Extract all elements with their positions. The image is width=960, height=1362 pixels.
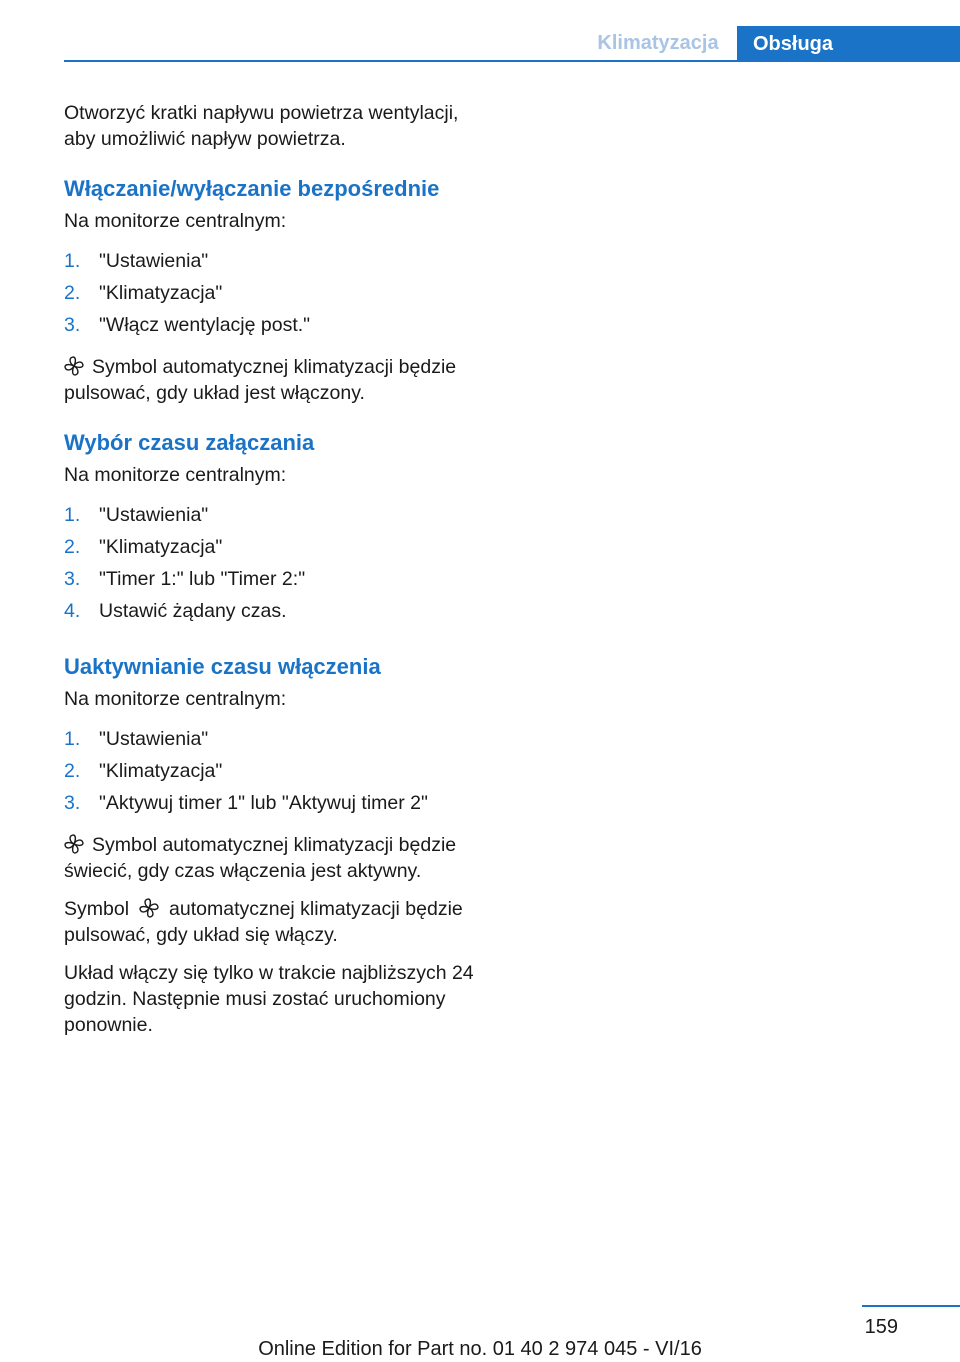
step-text: "Ustawienia" bbox=[99, 728, 209, 750]
step-number: 3. bbox=[64, 568, 81, 590]
list-item bbox=[64, 790, 484, 822]
edition-footer: Online Edition for Part no. 01 40 2 974 045 - VI/16 bbox=[258, 1338, 702, 1360]
steps-list bbox=[64, 726, 484, 822]
step-number: 4. bbox=[64, 600, 81, 622]
fan-note bbox=[64, 832, 484, 884]
fan-note-text: Symbol automatycznej klimatyzacji będzie świecić, gdy czas włączenia jest aktywny. bbox=[64, 834, 457, 882]
step-number: 1. bbox=[64, 504, 81, 526]
note-text-post: automatycznej klimatyzacji będzie pulsować, gdy układ się włączy. bbox=[64, 898, 463, 946]
steps-list bbox=[64, 502, 484, 630]
info-paragraph: Układ włączy się tylko w trakcie najbliższych 24 godzin. Następnie musi zostać uruchomiony ponownie. bbox=[64, 962, 474, 1036]
list-item bbox=[64, 280, 484, 312]
list-item bbox=[64, 726, 484, 758]
fan-note-inline bbox=[64, 896, 484, 948]
heading-timer-select: Wybór czasu załączania bbox=[64, 430, 315, 455]
section-tab-klimatyzacja[interactable]: Klimatyzacja bbox=[597, 31, 719, 54]
fan-note bbox=[64, 354, 484, 406]
page-content bbox=[64, 100, 484, 1050]
step-number: 2. bbox=[64, 760, 81, 782]
step-text: Ustawić żądany czas. bbox=[99, 600, 287, 622]
step-number: 1. bbox=[64, 250, 81, 272]
step-text: "Timer 1:" lub "Timer 2:" bbox=[99, 568, 306, 590]
footer-rule bbox=[862, 1305, 960, 1307]
list-item bbox=[64, 248, 484, 280]
chapter-tab-obsluga[interactable]: Obsługa bbox=[737, 26, 960, 62]
list-item bbox=[64, 534, 484, 566]
list-item bbox=[64, 502, 484, 534]
step-number: 2. bbox=[64, 536, 81, 558]
step-number: 3. bbox=[64, 314, 81, 336]
intro-paragraph: Otworzyć kratki napływu powietrza wentylacji, aby umożliwić napływ powietrza. bbox=[64, 102, 459, 150]
step-text: "Klimatyzacja" bbox=[99, 760, 223, 782]
step-text: "Klimatyzacja" bbox=[99, 282, 223, 304]
step-text: "Włącz wentylację post." bbox=[99, 314, 311, 336]
step-text: "Klimatyzacja" bbox=[99, 536, 223, 558]
step-number: 3. bbox=[64, 792, 81, 814]
fan-icon bbox=[64, 356, 84, 376]
step-text: "Ustawienia" bbox=[99, 250, 209, 272]
heading-direct-toggle: Włączanie/wyłączanie bezpośrednie bbox=[64, 176, 440, 201]
list-item bbox=[64, 312, 484, 344]
fan-icon bbox=[64, 834, 84, 854]
list-item bbox=[64, 566, 484, 598]
fan-note-text: Symbol automatycznej klimatyzacji będzie pulsować, gdy układ jest włączony. bbox=[64, 356, 457, 404]
lead-text: Na monitorze centralnym: bbox=[64, 464, 287, 486]
list-item bbox=[64, 758, 484, 790]
list-item bbox=[64, 598, 484, 630]
fan-icon bbox=[139, 898, 159, 918]
page-number: 159 bbox=[864, 1316, 898, 1338]
steps-list bbox=[64, 248, 484, 344]
lead-text: Na monitorze centralnym: bbox=[64, 688, 287, 710]
heading-timer-activate: Uaktywnianie czasu włączenia bbox=[64, 654, 381, 679]
note-text-pre: Symbol bbox=[64, 898, 130, 920]
step-number: 1. bbox=[64, 728, 81, 750]
step-text: "Aktywuj timer 1" lub "Aktywuj timer 2" bbox=[99, 792, 428, 814]
step-text: "Ustawienia" bbox=[99, 504, 209, 526]
lead-text: Na monitorze centralnym: bbox=[64, 210, 287, 232]
step-number: 2. bbox=[64, 282, 81, 304]
